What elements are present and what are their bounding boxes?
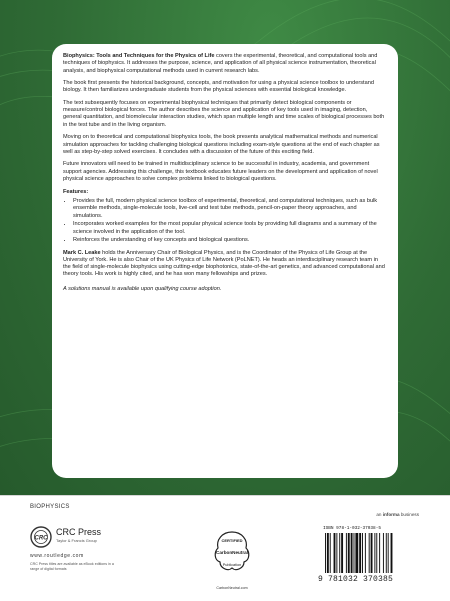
description-paragraph-3: Moving on to theoretical and computational biophysics tools, the book presents analytical mathematical methods and numerical simulation approaches for tackling challenging biological questions including exam-style questions at the end of each chapter as well as step-by-step solved exercises. It concludes with a discussion of the future of this exciting field. — [63, 134, 380, 155]
informa-prefix: an — [376, 512, 383, 517]
feature-item: • Reinforces the understanding of key concepts and biological questions. — [73, 237, 387, 244]
author-bio-text: holds the Anniversary Chair of Biological Physics, and is the Coordinator of the Physics of Life Group at the University of York. He is also Chair of the UK Physics of Life Network (PoLNET). He heads an interdisciplinary research team in the field of single-molecule biophysics using cutting-edge biophotonics, state-of-the-art genetics, and advanced computational and theory tools. His work is highly cited, and he has won many fellowships and prizes. — [63, 249, 385, 278]
feature-item: • Incorporates worked examples for the most popular physical science tools by providing full diagrams and a summary of the science involved in the application of the tool. — [73, 221, 387, 236]
carbon-neutral-text: CarbonNeutral — [216, 550, 248, 555]
carbon-publication-text: Publication — [222, 563, 242, 567]
features-list — [63, 198, 387, 245]
back-cover-text-panel — [52, 44, 398, 478]
informa-brand: informa — [382, 512, 400, 517]
publisher-group: Taylor & Francis Group — [56, 538, 97, 543]
crc-press-logo-icon — [30, 526, 52, 548]
author-bio — [63, 250, 387, 279]
solutions-manual-note: A solutions manual is available upon qualifying course adoption. — [63, 285, 222, 292]
publisher-website: www.routledge.com — [30, 553, 84, 559]
svg-text:CRC: CRC — [34, 535, 48, 542]
feature-item: • Provides the full, modern physical science toolbox of experimental, theoretical, and computational techniques, such as bulk ensemble methods, single-molecule tools, live-cell and test tube methods, pencil-on-paper theory approaches, and simulations. — [73, 198, 387, 220]
intro-paragraph — [63, 53, 387, 75]
carbon-certified-text: CERTIFIED — [221, 538, 243, 543]
informa-suffix: business — [399, 512, 419, 517]
intro-text: covers the experimental, theoretical, and computational tools and techniques of biophysics. It addresses the purpose, science, and application of all physical science instrumentation, theoretical analysis, and biophysical computational methods used in current research labs. — [63, 53, 378, 74]
subject-category: BIOPHYSICS — [30, 504, 70, 510]
publisher-name: CRC Press — [56, 527, 102, 537]
book-title: Biophysics: Tools and Techniques for the Physics of Life — [63, 53, 215, 59]
informa-business-label — [376, 512, 419, 517]
barcode-digits: 9 781032 370385 — [318, 575, 394, 584]
features-heading: Features: — [63, 189, 89, 196]
ebook-note: CRC Press titles are available as eBook editions in a range of digital formats — [30, 562, 114, 571]
description-paragraph-4: Future innovators will need to be trained in multidisciplinary science to be successful in industry, academia, and government support agencies. Addressing this challenge, this textbook educates future leaders on the development and application of novel physical science approaches to solve complex problems linked to biological questions. — [63, 161, 378, 182]
carbon-neutral-logo-icon — [210, 528, 254, 590]
cover-footer — [0, 495, 450, 601]
isbn-label: ISBN 978-1-032-37038-5 — [323, 526, 381, 531]
carbon-neutral-website: CarbonNeutral.com — [216, 586, 248, 590]
description-paragraph-1: The book first presents the historical background, concepts, and motivation for using a physical science toolbox to understand biology. It then familiarizes undergraduate students from the physical sciences with essential biological knowledge. — [63, 80, 374, 94]
description-paragraph-2: The text subsequently focuses on experimental biophysical techniques that primarily detect biological components or measure/control biological forces. The author describes the science and application of key tools used in imaging, detection, general quantitation, and biomolecular interaction studies, which span multiple length and time scales of biological processes both in the test tube and in the living organism. — [63, 99, 385, 128]
barcode-icon — [325, 533, 419, 573]
author-name: Mark C. Leake — [63, 249, 101, 256]
